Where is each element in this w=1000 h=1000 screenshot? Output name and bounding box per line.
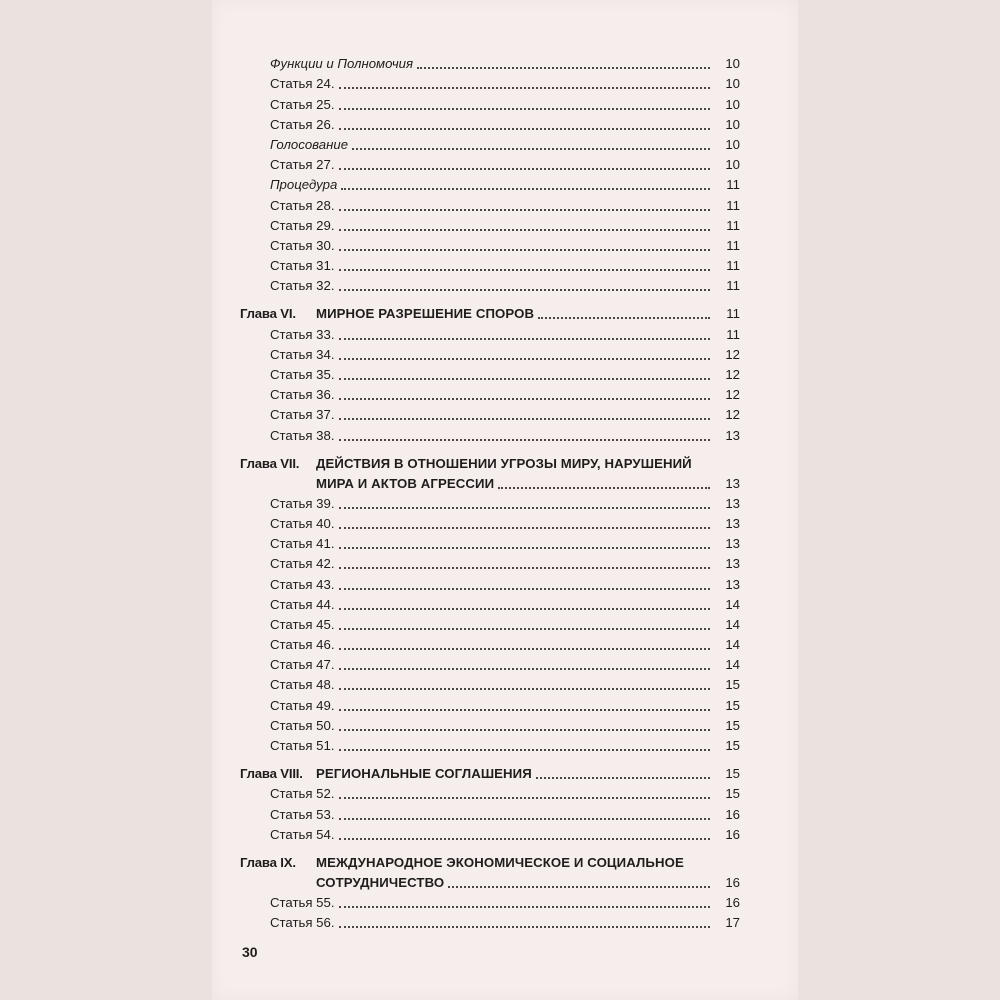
page-ref: 16 xyxy=(725,894,740,910)
toc-article-row xyxy=(240,403,740,423)
toc-article-row xyxy=(240,254,740,274)
toc-article-row xyxy=(240,653,740,673)
toc-article-row xyxy=(240,423,740,443)
toc-article-row xyxy=(240,92,740,112)
toc-article-row xyxy=(240,673,740,693)
entry-label: Статья 30. xyxy=(270,237,335,253)
entry-label: Статья 42. xyxy=(270,556,335,572)
toc-section-row xyxy=(240,133,740,153)
entry-label: Статья 36. xyxy=(270,387,335,403)
page-ref: 13 xyxy=(725,495,740,511)
page-ref: 10 xyxy=(725,56,740,72)
page-ref: 12 xyxy=(725,387,740,403)
leader-dots xyxy=(339,708,710,711)
toc-article-row xyxy=(240,113,740,133)
leader-dots xyxy=(339,288,710,291)
entry-label: Статья 45. xyxy=(270,616,335,632)
toc-article-row xyxy=(240,782,740,802)
leader-dots xyxy=(339,107,710,110)
page-ref: 16 xyxy=(725,806,740,822)
entry-label: Статья 41. xyxy=(270,536,335,552)
leader-dots xyxy=(339,208,710,211)
page-ref: 11 xyxy=(726,177,740,193)
entry-label: Статья 40. xyxy=(270,515,335,531)
toc-article-row xyxy=(240,512,740,532)
chapter-title: МИРНОЕ РАЗРЕШЕНИЕ СПОРОВ xyxy=(316,306,535,322)
page-ref: 10 xyxy=(725,76,740,92)
page-ref: 10 xyxy=(725,96,740,112)
chapter-title: РЕГИОНАЛЬНЫЕ СОГЛАШЕНИЯ xyxy=(316,766,532,782)
page-ref: 15 xyxy=(725,786,740,802)
toc-chapter-row xyxy=(240,452,740,492)
entry-label: Процедура xyxy=(270,177,338,193)
toc-article-row xyxy=(240,193,740,213)
entry-label: Статья 26. xyxy=(270,116,335,132)
leader-dots xyxy=(339,377,710,380)
leader-dots xyxy=(339,925,710,928)
page-number: 30 xyxy=(242,944,258,960)
leader-dots xyxy=(339,566,710,569)
chapter-gap xyxy=(240,754,740,762)
leader-dots xyxy=(339,417,710,420)
page-ref: 11 xyxy=(726,278,740,294)
entry-label: Статья 34. xyxy=(270,346,335,362)
toc-article-row xyxy=(240,633,740,653)
toc-article-row xyxy=(240,343,740,363)
page-ref: 17 xyxy=(725,915,740,931)
chapter-label: Глава IX. xyxy=(240,854,296,870)
page-ref: 10 xyxy=(725,157,740,173)
leader-dots xyxy=(538,316,710,319)
leader-dots xyxy=(417,66,710,69)
page-ref: 14 xyxy=(725,637,740,653)
page-ref: 15 xyxy=(725,677,740,693)
entry-label: Статья 55. xyxy=(270,894,335,910)
entry-label: Статья 28. xyxy=(270,197,335,213)
leader-dots xyxy=(339,248,710,251)
leader-dots xyxy=(339,397,710,400)
toc-article-row xyxy=(240,891,740,911)
toc-article-row xyxy=(240,72,740,92)
leader-dots xyxy=(339,228,710,231)
leader-dots xyxy=(339,627,710,630)
toc-chapter-row xyxy=(240,302,740,322)
leader-dots xyxy=(498,486,710,489)
toc-article-row xyxy=(240,532,740,552)
toc-article-row xyxy=(240,823,740,843)
entry-label: Функции и Полномочия xyxy=(270,56,414,72)
entry-label: Статья 43. xyxy=(270,576,335,592)
entry-label: Статья 46. xyxy=(270,637,335,653)
chapter-label: Глава VIII. xyxy=(240,766,303,782)
chapter-gap xyxy=(240,444,740,452)
entry-label: Статья 53. xyxy=(270,806,335,822)
toc-article-row xyxy=(240,911,740,931)
table-of-contents xyxy=(240,52,740,931)
toc-article-row xyxy=(240,714,740,734)
leader-dots xyxy=(339,438,710,441)
leader-dots xyxy=(339,905,710,908)
entry-label: Статья 33. xyxy=(270,326,335,342)
entry-label: Статья 50. xyxy=(270,717,335,733)
page-ref: 14 xyxy=(725,596,740,612)
entry-label: Статья 32. xyxy=(270,278,335,294)
entry-label: Статья 52. xyxy=(270,786,335,802)
leader-dots xyxy=(339,86,710,89)
chapter-title: ДЕЙСТВИЯ В ОТНОШЕНИИ УГРОЗЫ МИРУ, НАРУШЕНИЙ xyxy=(316,455,692,471)
page-ref: 12 xyxy=(725,407,740,423)
toc-article-row xyxy=(240,693,740,713)
leader-dots xyxy=(339,526,710,529)
page-ref: 15 xyxy=(725,738,740,753)
page-ref: 13 xyxy=(725,475,740,491)
toc-article-row xyxy=(240,552,740,572)
entry-label: Статья 48. xyxy=(270,677,335,693)
entry-label: Статья 54. xyxy=(270,826,335,842)
chapter-title-continued: СОТРУДНИЧЕСТВО xyxy=(316,874,445,890)
toc-article-row xyxy=(240,274,740,294)
toc-article-row xyxy=(240,572,740,592)
entry-label: Статья 35. xyxy=(270,367,335,382)
leader-dots xyxy=(339,837,710,840)
page-ref: 15 xyxy=(725,717,740,733)
leader-dots xyxy=(339,268,710,271)
page-ref: 11 xyxy=(726,258,740,274)
entry-label: Статья 39. xyxy=(270,495,335,511)
page-ref: 10 xyxy=(725,136,740,152)
entry-label: Голосование xyxy=(270,136,349,152)
page-ref: 16 xyxy=(725,826,740,842)
toc-article-row xyxy=(240,613,740,633)
toc-chapter-row xyxy=(240,762,740,782)
leader-dots xyxy=(448,885,710,888)
page-ref: 13 xyxy=(725,576,740,592)
toc-article-row xyxy=(240,734,740,754)
page-ref: 12 xyxy=(725,367,740,382)
entry-label: Статья 38. xyxy=(270,427,335,443)
entry-label: Статья 49. xyxy=(270,697,335,713)
toc-article-row xyxy=(240,214,740,234)
toc-chapter-row xyxy=(240,851,740,891)
leader-dots xyxy=(339,167,710,170)
entry-label: Статья 24. xyxy=(270,76,335,92)
toc-article-row xyxy=(240,593,740,613)
page-ref: 15 xyxy=(725,697,740,713)
toc-article-row xyxy=(240,153,740,173)
leader-dots xyxy=(352,147,710,150)
leader-dots xyxy=(339,506,710,509)
toc-article-row xyxy=(240,363,740,383)
page-ref: 14 xyxy=(725,616,740,632)
toc-article-row xyxy=(240,492,740,512)
entry-label: Статья 31. xyxy=(270,258,335,274)
chapter-label: Глава VI. xyxy=(240,306,296,322)
leader-dots xyxy=(536,776,710,779)
entry-label: Статья 47. xyxy=(270,657,335,673)
page-ref: 14 xyxy=(725,657,740,673)
entry-label: Статья 27. xyxy=(270,157,335,173)
leader-dots xyxy=(339,748,710,751)
chapter-gap xyxy=(240,843,740,851)
leader-dots xyxy=(339,587,710,590)
entry-label: Статья 44. xyxy=(270,596,335,612)
page-ref: 10 xyxy=(725,116,740,132)
entry-label: Статья 56. xyxy=(270,915,335,931)
leader-dots xyxy=(339,667,710,670)
leader-dots xyxy=(339,728,710,731)
leader-dots xyxy=(339,127,710,130)
page-ref: 11 xyxy=(726,326,740,342)
leader-dots xyxy=(341,187,710,190)
leader-dots xyxy=(339,546,710,549)
page-ref: 13 xyxy=(725,515,740,531)
chapter-title: МЕЖДУНАРОДНОЕ ЭКОНОМИЧЕСКОЕ И СОЦИАЛЬНОЕ xyxy=(316,854,684,870)
entry-label: Статья 25. xyxy=(270,96,335,112)
leader-dots xyxy=(339,607,710,610)
page-ref: 15 xyxy=(725,766,740,782)
entry-label: Статья 51. xyxy=(270,738,335,753)
leader-dots xyxy=(339,796,710,799)
entry-label: Статья 37. xyxy=(270,407,335,423)
chapter-gap xyxy=(240,294,740,302)
toc-article-row xyxy=(240,802,740,822)
toc-article-row xyxy=(240,322,740,342)
chapter-label: Глава VII. xyxy=(240,455,300,471)
leader-dots xyxy=(339,647,710,650)
toc-section-row xyxy=(240,173,740,193)
page-ref: 13 xyxy=(725,556,740,572)
page-ref: 11 xyxy=(726,237,740,253)
page-ref: 11 xyxy=(726,306,740,322)
toc-section-row xyxy=(240,52,740,72)
chapter-title-continued: МИРА И АКТОВ АГРЕССИИ xyxy=(316,475,495,491)
page-ref: 12 xyxy=(725,346,740,362)
leader-dots xyxy=(339,817,710,820)
page-ref: 16 xyxy=(725,874,740,890)
page-ref: 11 xyxy=(726,197,740,213)
leader-dots xyxy=(339,337,710,340)
page-ref: 13 xyxy=(725,427,740,443)
leader-dots xyxy=(339,687,710,690)
leader-dots xyxy=(339,357,710,360)
entry-label: Статья 29. xyxy=(270,217,335,233)
page-ref: 13 xyxy=(725,536,740,552)
toc-article-row xyxy=(240,383,740,403)
toc-article-row xyxy=(240,234,740,254)
page-ref: 11 xyxy=(726,217,740,233)
